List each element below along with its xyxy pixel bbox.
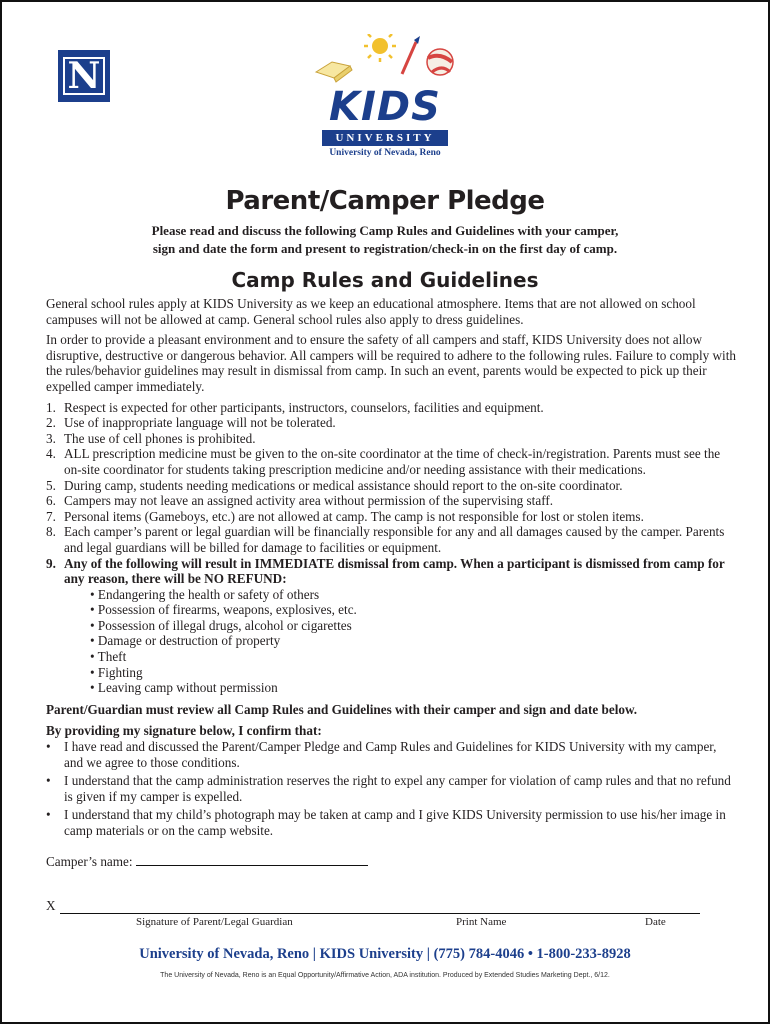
rule-number: 5. bbox=[46, 477, 56, 493]
rule-number: 2. bbox=[46, 415, 56, 431]
dismissal-item: • Fighting bbox=[90, 664, 143, 680]
rule-number: 6. bbox=[46, 493, 56, 509]
confirm-item bbox=[46, 807, 736, 838]
signature-x-mark: X bbox=[46, 898, 56, 913]
rule-number: 3. bbox=[46, 430, 56, 446]
rule-text: ALL prescription medicine must be given to the on-site coordinator at the time of check-in/registration. Parents must see the on-site coordinator for students taking prescription medicine and/or needing assistance with their medications. bbox=[64, 446, 721, 477]
behavior-paragraph: In order to provide a pleasant environment and to ensure the safety of all campers and staff, KIDS University does not allow disruptive, destructive or dangerous behavior. All campers will be required to adhere to the following rules. Failure to comply with the rules/behavior guidelines may result in dismissal from camp. In such an event, parents would be expected to pick up their expelled camper immediately. bbox=[46, 332, 736, 394]
review-note: Parent/Guardian must review all Camp Rules and Guidelines with their camper and sign and date below. bbox=[46, 701, 638, 717]
intro-line-2: sign and date the form and present to registration/check-in on the first day of camp. bbox=[152, 241, 618, 256]
paintbrush-icon bbox=[402, 36, 420, 74]
kids-wordmark: KIDS bbox=[329, 84, 441, 130]
rule-item bbox=[46, 431, 736, 447]
rule-number: 4. bbox=[46, 446, 56, 462]
dismissal-item: • Damage or destruction of property bbox=[90, 633, 281, 649]
rules-list bbox=[46, 400, 736, 696]
logo-subtitle: University of Nevada, Reno bbox=[329, 148, 441, 158]
signature-field[interactable] bbox=[60, 913, 700, 914]
dismissal-item: • Theft bbox=[90, 649, 127, 665]
rule-text: Use of inappropriate language will not be tolerated. bbox=[64, 415, 336, 431]
university-banner: UNIVERSITY bbox=[322, 130, 448, 146]
confirm-heading: By providing my signature below, I confirm that: bbox=[46, 723, 322, 739]
camper-name-field[interactable] bbox=[136, 853, 368, 866]
footer-contact: University of Nevada, Reno | KIDS University | (775) 784-4046 • 1-800-233-8928 bbox=[139, 946, 631, 962]
confirm-item bbox=[46, 739, 736, 770]
rule-item bbox=[46, 400, 736, 416]
section-heading: Camp Rules and Guidelines bbox=[231, 268, 539, 292]
rule-number: 1. bbox=[46, 399, 56, 415]
ball-icon bbox=[427, 49, 453, 75]
signature-row bbox=[46, 898, 700, 914]
bullet: • bbox=[46, 773, 51, 789]
rule-item-dismissal bbox=[46, 556, 736, 696]
intro-line-1: Please read and discuss the following Camp Rules and Guidelines with your camper, bbox=[151, 223, 619, 238]
confirm-text: I have read and discussed the Parent/Camper Pledge and Camp Rules and Guidelines for KIDS University with my camper, and we agree to those conditions. bbox=[64, 739, 717, 770]
university-n-logo bbox=[58, 50, 110, 102]
dismissal-item: • Leaving camp without permission bbox=[90, 680, 278, 696]
rule-number: 8. bbox=[46, 524, 56, 540]
rule-text: Personal items (Gameboys, etc.) are not allowed at camp. The camp is not responsible for lost or stolen items. bbox=[64, 508, 644, 524]
dismissal-list bbox=[64, 587, 736, 696]
rule-item bbox=[46, 478, 736, 494]
rule-item bbox=[46, 446, 736, 477]
confirm-text: I understand that the camp administration reserves the right to expel any camper for violation of camp rules and that no refund is given if my camper is expelled. bbox=[64, 773, 731, 804]
n-logo-letter: N bbox=[63, 57, 106, 95]
fine-print: The University of Nevada, Reno is an Equal Opportunity/Affirmative Action, ADA institution. Produced by Extended Studies Marketing Dept., 6/12. bbox=[160, 972, 610, 979]
date-label: Date bbox=[645, 916, 666, 928]
rules-body bbox=[46, 296, 736, 869]
rule-number: 7. bbox=[46, 508, 56, 524]
print-name-label: Print Name bbox=[456, 916, 507, 928]
sun-icon bbox=[364, 34, 396, 62]
dismissal-item: • Possession of illegal drugs, alcohol or cigarettes bbox=[90, 617, 352, 633]
confirm-list bbox=[46, 739, 736, 839]
rule-item bbox=[46, 415, 736, 431]
rule-text: Campers may not leave an assigned activity area without permission of the supervising staff. bbox=[64, 493, 554, 509]
rule-number: 9. bbox=[46, 555, 56, 571]
rule-text: During camp, students needing medications or medical assistance should report to the on-site coordinator. bbox=[64, 477, 623, 493]
rule-text: Any of the following will result in IMMEDIATE dismissal from camp. When a participant is dismissed from camp for any reason, there will be NO REFUND: bbox=[64, 555, 725, 587]
rule-item bbox=[46, 524, 736, 555]
dismissal-item: • Possession of firearms, weapons, explosives, etc. bbox=[90, 602, 357, 618]
kids-university-logo bbox=[310, 34, 460, 164]
book-icon bbox=[316, 62, 352, 82]
signature-label: Signature of Parent/Legal Guardian bbox=[136, 916, 293, 928]
page-title: Parent/Camper Pledge bbox=[225, 186, 545, 216]
confirm-text: I understand that my child’s photograph may be taken at camp and I give KIDS University permission to use his/her image in camp materials or on the camp website. bbox=[64, 807, 726, 838]
confirm-item bbox=[46, 773, 736, 804]
intro-instructions bbox=[0, 222, 770, 258]
general-rules-paragraph: General school rules apply at KIDS University as we keep an educational atmosphere. Items that are not allowed on school campuses will not be allowed at camp. General school rules also apply to dress guidelines. bbox=[46, 296, 696, 327]
rule-text: Each camper’s parent or legal guardian will be financially responsible for any and all damages caused by the camper. Parents and legal guardians will be billed for damage to facilities or equipment. bbox=[64, 524, 725, 555]
dismissal-item: • Endangering the health or safety of others bbox=[90, 586, 320, 602]
rule-item bbox=[46, 509, 736, 525]
rule-text: The use of cell phones is prohibited. bbox=[64, 430, 256, 446]
camper-name-label: Camper’s name: bbox=[46, 853, 133, 869]
rule-text: Respect is expected for other participants, instructors, counselors, facilities and equipment. bbox=[64, 399, 544, 415]
bullet: • bbox=[46, 807, 51, 823]
rule-item bbox=[46, 493, 736, 509]
bullet: • bbox=[46, 739, 51, 755]
camper-name-row bbox=[46, 853, 736, 870]
